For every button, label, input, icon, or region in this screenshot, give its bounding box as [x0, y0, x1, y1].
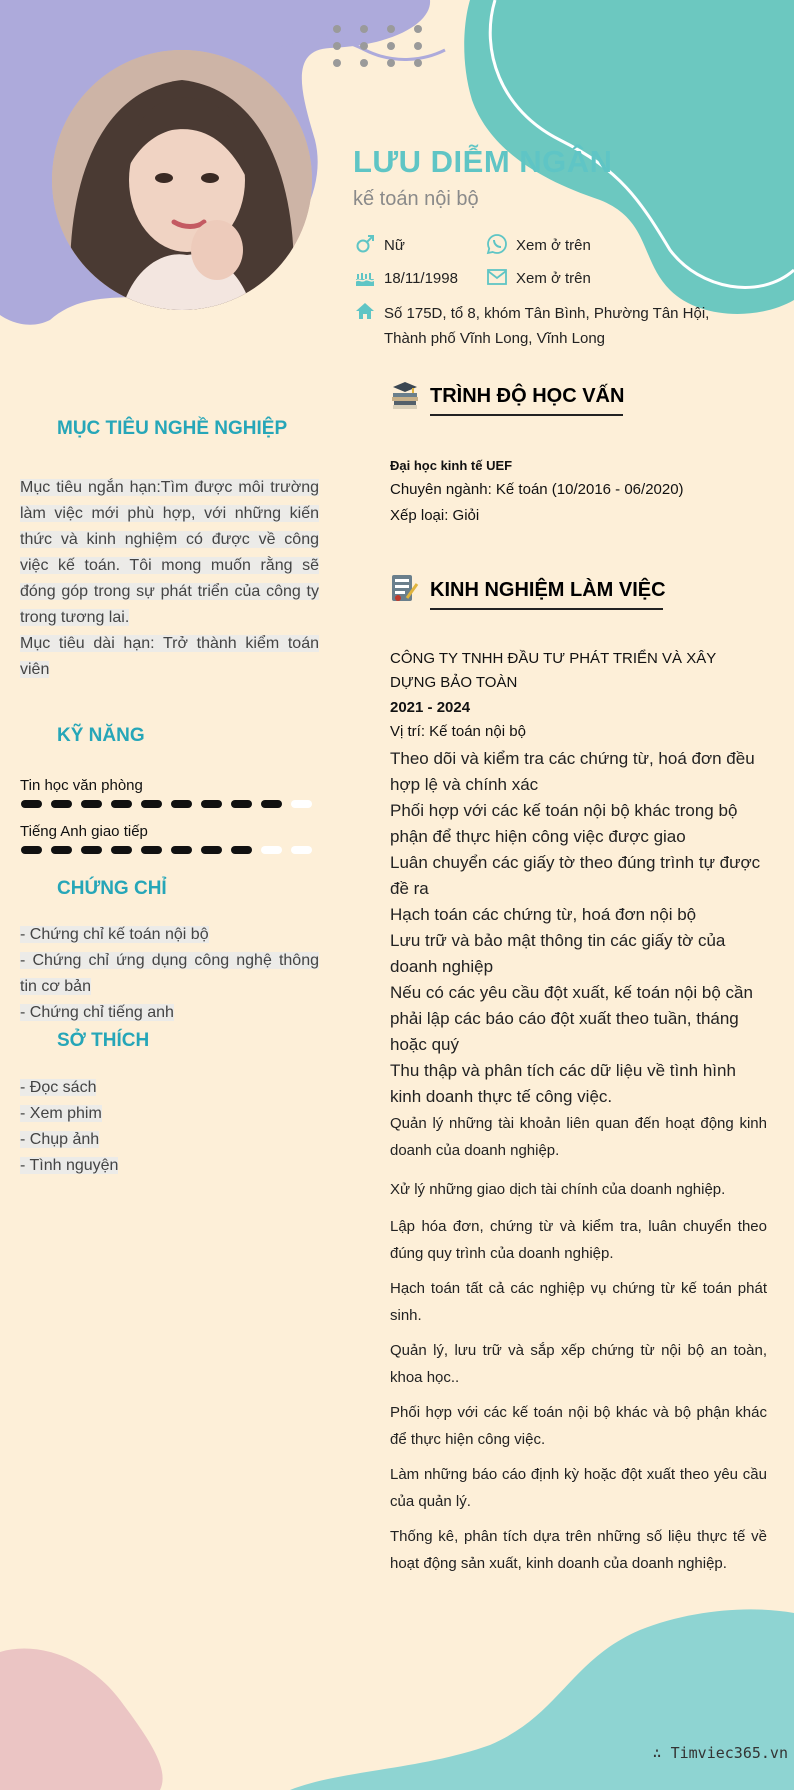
detail-item: Lập hóa đơn, chứng từ và kiểm tra, luân chuyển theo đúng quy trình của doanh nghiệp. — [390, 1218, 767, 1262]
skill-level-segment — [291, 800, 312, 808]
skill-level-segment — [201, 846, 222, 854]
work-experience-icon — [389, 572, 421, 604]
duty-item: Hạch toán các chứng từ, hoá đơn nội bộ — [390, 905, 697, 924]
work-position: Vị trí: Kế toán nội bộ — [390, 723, 526, 740]
detail-item: Hạch toán tất cả các nghiệp vụ chứng từ kế toán phát sinh. — [390, 1280, 767, 1324]
skill-level-segment — [201, 800, 222, 808]
birthday-text: 18/11/1998 — [384, 270, 458, 287]
detail-item: Làm những báo cáo định kỳ hoặc đột xuất theo yêu cầu của quản lý. — [390, 1466, 767, 1510]
skill-level-segment — [81, 846, 102, 854]
graduation-books-icon — [389, 379, 421, 411]
teal-bottom-blob-decoration — [280, 1605, 794, 1790]
education-heading: TRÌNH ĐỘ HỌC VẤN — [430, 385, 625, 407]
skill-level-segment — [171, 846, 192, 854]
detail-item: Quản lý, lưu trữ và sắp xếp chứng từ nội bộ an toàn, khoa học.. — [390, 1342, 767, 1386]
hobby-item: - Chụp ảnh — [20, 1131, 100, 1148]
skill-level-segment — [51, 846, 72, 854]
duty-item: Phối hợp với các kế toán nội bộ khác trong bộ phận để thực hiện công việc được giao — [390, 801, 738, 846]
candidate-name: LƯU DIỄM NGÂN — [353, 144, 613, 179]
skill-level-segment — [141, 800, 162, 808]
education-heading-underline — [430, 414, 623, 416]
dot-grid-decoration — [330, 22, 430, 70]
certificate-item: - Chứng chỉ kế toán nội bộ — [20, 926, 209, 943]
hobby-item: - Xem phim — [20, 1105, 102, 1122]
skill-level-segment — [111, 846, 132, 854]
detail-item: Quản lý những tài khoản liên quan đến hoạt động kinh doanh của doanh nghiệp. — [390, 1115, 767, 1159]
certificate-item: - Chứng chỉ tiếng anh — [20, 1004, 174, 1021]
company-name: CÔNG TY TNHH ĐẦU TƯ PHÁT TRIỂN VÀ XÂY DỰNG BẢO TOÀN — [390, 650, 716, 691]
duty-item: Lưu trữ và bảo mật thông tin các giấy tờ của doanh nghiệp — [390, 931, 726, 976]
hobby-item: - Tình nguyện — [20, 1157, 119, 1174]
skill-level-segment — [141, 846, 162, 854]
skill-level-segment — [21, 846, 42, 854]
experience-heading: KINH NGHIỆM LÀM VIỆC — [430, 579, 666, 601]
skill-name: Tiếng Anh giao tiếp — [20, 823, 148, 840]
skills-heading: KỸ NĂNG — [57, 725, 145, 746]
skill-level-segment — [291, 846, 312, 854]
work-period: 2021 - 2024 — [390, 699, 471, 716]
education-grade: Xếp loại: Giỏi — [390, 507, 480, 524]
skill-level-segment — [261, 800, 282, 808]
detail-item: Thống kê, phân tích dựa trên những số liệu thực tế về hoạt động sản xuất, kinh doanh của doanh nghiệp. — [390, 1528, 767, 1572]
gender-text: Nữ — [384, 237, 405, 254]
detail-item: Xử lý những giao dịch tài chính của doanh nghiệp. — [390, 1181, 726, 1198]
certificates-heading: CHỨNG CHỈ — [57, 878, 167, 899]
education-major: Chuyên ngành: Kế toán (10/2016 - 06/2020) — [390, 481, 684, 498]
pink-blob-decoration — [0, 1640, 170, 1790]
skill-level-segment — [21, 800, 42, 808]
skill-name: Tin học văn phòng — [20, 777, 143, 794]
skill-level-bar — [20, 845, 320, 855]
birthday-cake-icon — [354, 266, 376, 288]
duty-item: Nếu có các yêu cầu đột xuất, kế toán nội bộ cần phải lập các báo cáo đột xuất theo tuần, tháng hoặc quý — [390, 983, 753, 1054]
hobbies-heading: SỞ THÍCH — [57, 1030, 150, 1051]
school-name: Đại học kinh tế UEF — [390, 458, 513, 473]
career-goal-short-term: Mục tiêu ngắn hạn:Tìm được môi trường làm việc mới phù hợp, với những kiến thức và kinh nghiệm có được về công việc kế toán. Tôi mong muốn rằng sẽ đóng góp trong sự phát triển của công ty trong tương lai. — [20, 479, 319, 626]
skill-level-bar — [20, 799, 320, 809]
duty-item: Thu thập và phân tích các dữ liệu về tình hình kinh doanh thực tế công việc. — [390, 1061, 736, 1106]
phone-text: Xem ở trên — [516, 237, 591, 254]
address-text: Số 175D, tổ 8, khóm Tân Bình, Phường Tân Hội, Thành phố Vĩnh Long, Vĩnh Long — [384, 305, 710, 347]
home-icon — [354, 300, 376, 322]
skill-level-segment — [171, 800, 192, 808]
duty-item: Theo dõi và kiểm tra các chứng từ, hoá đơn đều hợp lệ và chính xác — [390, 749, 755, 794]
certificate-item: - Chứng chỉ ứng dụng công nghệ thông tin cơ bản — [20, 952, 319, 995]
skill-level-segment — [231, 846, 252, 854]
duty-item: Luân chuyển các giấy tờ theo đúng trình tự được đề ra — [390, 853, 761, 898]
hobby-item: - Đọc sách — [20, 1079, 97, 1096]
skill-level-segment — [111, 800, 132, 808]
gender-icon — [354, 233, 376, 255]
phone-icon — [486, 233, 508, 255]
career-goal-heading: MỤC TIÊU NGHỀ NGHIỆP — [57, 418, 288, 439]
job-title: kế toán nội bộ — [353, 188, 479, 210]
detail-item: Phối hợp với các kế toán nội bộ khác và bộ phận khác để thực hiện công việc. — [390, 1404, 767, 1448]
career-goal-long-term: Mục tiêu dài hạn: Trở thành kiểm toán viên — [20, 635, 319, 678]
email-icon — [486, 266, 508, 288]
skill-level-segment — [231, 800, 252, 808]
experience-heading-underline — [430, 608, 663, 610]
timviec365-logo: ∴ Timviec365.vn — [652, 1744, 788, 1762]
profile-photo — [52, 50, 312, 310]
skill-level-segment — [51, 800, 72, 808]
email-text: Xem ở trên — [516, 270, 591, 287]
skill-level-segment — [81, 800, 102, 808]
skill-level-segment — [261, 846, 282, 854]
